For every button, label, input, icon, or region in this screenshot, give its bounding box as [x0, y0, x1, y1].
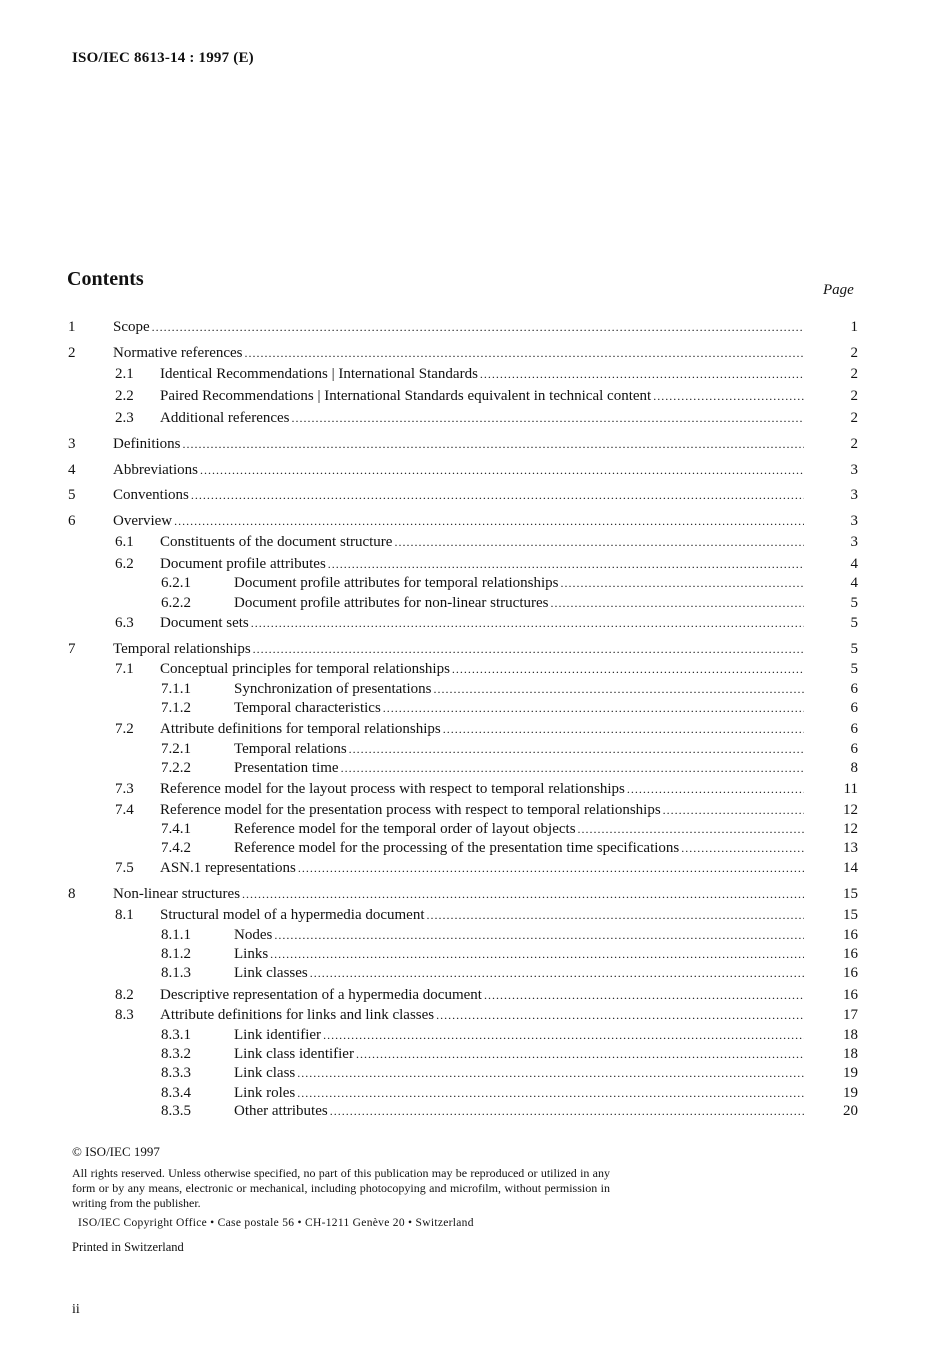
toc-entry-page: 1: [850, 319, 858, 335]
toc-entry[interactable]: [0, 364, 950, 384]
toc-entry-title: Link classes: [234, 965, 308, 981]
toc-entry-number: 2: [68, 345, 76, 361]
toc-entry-page: 20: [843, 1103, 858, 1119]
toc-entry-number: 7.4.2: [161, 840, 191, 856]
dot-leader: [292, 408, 804, 428]
dot-leader: [245, 343, 804, 363]
toc-entry-page: 17: [843, 1007, 858, 1023]
toc-entry-title: Non-linear structures: [113, 886, 241, 902]
toc-entry-number: 8.3.1: [161, 1027, 191, 1043]
toc-entry[interactable]: [0, 659, 950, 679]
toc-entry-page: 2: [850, 410, 858, 426]
toc-entry-page: 19: [843, 1085, 858, 1101]
toc-entry-page: 16: [843, 927, 858, 943]
dot-leader: [394, 532, 804, 552]
dot-leader: [152, 317, 804, 337]
toc-entry-title: Document profile attributes: [160, 556, 326, 572]
toc-entry[interactable]: [0, 819, 950, 839]
toc-entry[interactable]: [0, 613, 950, 633]
toc-entry-number: 7.2.2: [161, 760, 191, 776]
toc-entry[interactable]: [0, 963, 950, 983]
toc-entry[interactable]: [0, 905, 950, 925]
dot-leader: [349, 739, 804, 759]
dot-leader: [627, 779, 804, 799]
toc-entry-number: 8.1: [115, 907, 134, 923]
toc-entry[interactable]: [0, 1005, 950, 1025]
toc-entry-page: 16: [843, 987, 858, 1003]
toc-entry-title: Abbreviations: [113, 462, 198, 478]
toc-entry-title: Document sets: [160, 615, 249, 631]
toc-entry-number: 1: [68, 319, 76, 335]
toc-entry-number: 6: [68, 513, 76, 529]
dot-leader: [174, 511, 804, 531]
toc-entry-number: 8.3.5: [161, 1103, 191, 1119]
toc-entry-title: Overview: [113, 513, 173, 529]
toc-entry-number: 8.2: [115, 987, 134, 1003]
toc-entry-number: 2.1: [115, 366, 134, 382]
toc-entry-page: 3: [850, 534, 858, 550]
toc-entry-title: Reference model for the layout process with respect to temporal relationships: [160, 781, 625, 797]
toc-entry-number: 6.2.2: [161, 595, 191, 611]
toc-entry-title: Paired Recommendations | International Standards equivalent in technical content: [160, 388, 652, 404]
toc-entry[interactable]: [0, 800, 950, 820]
toc-entry-number: 8.3.2: [161, 1046, 191, 1062]
toc-entry-number: 7.5: [115, 860, 134, 876]
toc-entry-page: 3: [850, 513, 858, 529]
dot-leader: [356, 1044, 804, 1064]
toc-entry-page: 13: [843, 840, 858, 856]
toc-entry-number: 8.1.3: [161, 965, 191, 981]
dot-leader: [323, 1025, 804, 1045]
dot-leader: [330, 1101, 804, 1121]
toc-entry[interactable]: [0, 698, 950, 718]
toc-entry[interactable]: [0, 386, 950, 406]
dot-leader: [663, 800, 804, 820]
toc-entry[interactable]: [0, 925, 950, 945]
toc-entry-title: Link class: [234, 1065, 296, 1081]
toc-entry-title: Temporal relationships: [113, 641, 251, 657]
toc-entry-number: 8.3.3: [161, 1065, 191, 1081]
dot-leader: [681, 838, 804, 858]
dot-leader: [253, 639, 804, 659]
toc-entry-page: 12: [843, 802, 858, 818]
toc-entry-page: 4: [850, 556, 858, 572]
toc-entry-title: ASN.1 representations: [160, 860, 296, 876]
toc-entry-title: Reference model for the presentation process with respect to temporal relationships: [160, 802, 661, 818]
dot-leader: [242, 884, 804, 904]
toc-entry-page: 15: [843, 886, 858, 902]
toc-entry-title: Other attributes: [234, 1103, 328, 1119]
toc-entry-title: Temporal relations: [234, 741, 347, 757]
dot-leader: [653, 386, 804, 406]
toc-entry[interactable]: [0, 1083, 950, 1103]
toc-entry-number: 6.2: [115, 556, 134, 572]
toc-entry-title: Synchronization of presentations: [234, 681, 432, 697]
dot-leader: [298, 858, 804, 878]
dot-leader: [452, 659, 804, 679]
toc-entry-title: Attribute definitions for temporal relationships: [160, 721, 441, 737]
toc-entry-number: 8.3.4: [161, 1085, 191, 1101]
toc-entry[interactable]: [0, 1025, 950, 1045]
toc-entry[interactable]: [0, 554, 950, 574]
toc-entry-title: Reference model for the temporal order of layout objects: [234, 821, 576, 837]
dot-leader: [270, 944, 804, 964]
copyright-notice: © ISO/IEC 1997: [72, 1144, 160, 1159]
toc-entry-number: 2.2: [115, 388, 134, 404]
toc-entry-page: 16: [843, 946, 858, 962]
dot-leader: [480, 364, 804, 384]
toc-entry-title: Scope: [113, 319, 150, 335]
dot-leader: [274, 925, 804, 945]
toc-entry-page: 6: [850, 681, 858, 697]
toc-entry[interactable]: [0, 1063, 950, 1083]
running-header: ISO/IEC 8613-14 : 1997 (E): [72, 50, 254, 66]
dot-leader: [251, 613, 804, 633]
toc-entry-number: 7.1.2: [161, 700, 191, 716]
toc-entry-number: 7.4: [115, 802, 134, 818]
toc-entry-page: 5: [850, 641, 858, 657]
toc-entry-number: 7.2.1: [161, 741, 191, 757]
toc-entry[interactable]: [0, 434, 950, 454]
toc-entry[interactable]: [0, 858, 950, 878]
dot-leader: [183, 434, 805, 454]
dot-leader: [341, 758, 804, 778]
dot-leader: [200, 460, 804, 480]
toc-entry[interactable]: [0, 719, 950, 739]
dot-leader: [328, 554, 804, 574]
toc-entry-number: 6.3: [115, 615, 134, 631]
toc-entry[interactable]: [0, 485, 950, 505]
toc-entry[interactable]: [0, 884, 950, 904]
toc-entry-page: 4: [850, 575, 858, 591]
dot-leader: [191, 485, 804, 505]
toc-entry[interactable]: [0, 593, 950, 613]
toc-entry[interactable]: [0, 679, 950, 699]
toc-entry-page: 14: [843, 860, 858, 876]
toc-entry-title: Conceptual principles for temporal relationships: [160, 661, 450, 677]
toc-entry[interactable]: [0, 1101, 950, 1121]
toc-entry[interactable]: [0, 1044, 950, 1064]
dot-leader: [436, 1005, 804, 1025]
dot-leader: [310, 963, 804, 983]
toc-entry[interactable]: [0, 985, 950, 1005]
dot-leader: [484, 985, 804, 1005]
toc-entry-title: Additional references: [160, 410, 290, 426]
toc-entry-number: 7: [68, 641, 76, 657]
toc-entry-title: Normative references: [113, 345, 243, 361]
toc-entry-title: Definitions: [113, 436, 181, 452]
toc-entry[interactable]: [0, 573, 950, 593]
page-column-label: Page: [823, 282, 854, 298]
toc-entry-number: 5: [68, 487, 76, 503]
toc-entry-title: Presentation time: [234, 760, 339, 776]
toc-entry-page: 5: [850, 615, 858, 631]
toc-entry-title: Link roles: [234, 1085, 296, 1101]
toc-entry-title: Attribute definitions for links and link classes: [160, 1007, 435, 1023]
toc-entry-number: 8: [68, 886, 76, 902]
toc-entry-title: Document profile attributes for temporal relationships: [234, 575, 559, 591]
toc-entry[interactable]: [0, 460, 950, 480]
toc-entry-number: 8.3: [115, 1007, 134, 1023]
toc-entry[interactable]: [0, 758, 950, 778]
toc-entry-number: 3: [68, 436, 76, 452]
dot-leader: [433, 679, 804, 699]
toc-entry-title: Link class identifier: [234, 1046, 354, 1062]
printed-in: Printed in Switzerland: [72, 1240, 184, 1254]
toc-entry-page: 15: [843, 907, 858, 923]
toc-entry-page: 2: [850, 366, 858, 382]
toc-entry[interactable]: [0, 408, 950, 428]
toc-entry-number: 7.1.1: [161, 681, 191, 697]
toc-entry[interactable]: [0, 838, 950, 858]
toc-entry-title: Constituents of the document structure: [160, 534, 393, 550]
toc-entry-page: 6: [850, 721, 858, 737]
toc-entry[interactable]: [0, 639, 950, 659]
toc-entry-title: Conventions: [113, 487, 189, 503]
contents-title: Contents: [67, 268, 144, 290]
toc-entry-page: 11: [843, 781, 858, 797]
dot-leader: [443, 719, 804, 739]
copyright-office-address: ISO/IEC Copyright Office • Case postale 56 • CH-1211 Genève 20 • Switzerland: [78, 1217, 474, 1229]
toc-entry-page: 12: [843, 821, 858, 837]
toc-entry[interactable]: [0, 944, 950, 964]
dot-leader: [297, 1083, 804, 1103]
toc-entry-title: Link identifier: [234, 1027, 322, 1043]
toc-entry-page: 5: [850, 661, 858, 677]
toc-entry-page: 3: [850, 462, 858, 478]
toc-entry[interactable]: [0, 343, 950, 363]
toc-entry-page: 5: [850, 595, 858, 611]
toc-entry-number: 4: [68, 462, 76, 478]
toc-entry-page: 18: [843, 1046, 858, 1062]
toc-entry-page: 2: [850, 388, 858, 404]
toc-entry-number: 7.3: [115, 781, 134, 797]
toc-entry-title: Structural model of a hypermedia document: [160, 907, 425, 923]
dot-leader: [427, 905, 805, 925]
toc-entry-title: Nodes: [234, 927, 273, 943]
dot-leader: [383, 698, 804, 718]
toc-entry[interactable]: [0, 779, 950, 799]
dot-leader: [578, 819, 804, 839]
dot-leader: [561, 573, 805, 593]
dot-leader: [550, 593, 804, 613]
toc-entry[interactable]: [0, 317, 950, 337]
toc-entry-title: Temporal characteristics: [234, 700, 381, 716]
toc-entry-title: Reference model for the processing of the presentation time specifications: [234, 840, 680, 856]
toc-entry-number: 8.1.1: [161, 927, 191, 943]
toc-entry-title: Links: [234, 946, 269, 962]
toc-entry-page: 6: [850, 741, 858, 757]
toc-entry[interactable]: [0, 511, 950, 531]
toc-entry-page: 2: [850, 345, 858, 361]
toc-entry-number: 7.4.1: [161, 821, 191, 837]
toc-entry-number: 8.1.2: [161, 946, 191, 962]
toc-entry-page: 18: [843, 1027, 858, 1043]
toc-entry-title: Descriptive representation of a hypermedia document: [160, 987, 482, 1003]
toc-entry-number: 6.2.1: [161, 575, 191, 591]
page-number: ii: [72, 1302, 80, 1317]
toc-entry-page: 3: [850, 487, 858, 503]
toc-entry[interactable]: [0, 532, 950, 552]
toc-entry-title: Identical Recommendations | International Standards: [160, 366, 478, 382]
toc-entry-number: 2.3: [115, 410, 134, 426]
toc-entry-page: 2: [850, 436, 858, 452]
toc-entry-page: 8: [850, 760, 858, 776]
toc-entry-page: 16: [843, 965, 858, 981]
toc-entry-page: 19: [843, 1065, 858, 1081]
toc-entry-number: 6.1: [115, 534, 134, 550]
toc-entry-number: 7.1: [115, 661, 134, 677]
toc-entry-title: Document profile attributes for non-linear structures: [234, 595, 549, 611]
toc-entry[interactable]: [0, 739, 950, 759]
toc-entry-number: 7.2: [115, 721, 134, 737]
rights-statement: All rights reserved. Unless otherwise specified, no part of this publication may be reproduced or utilized in any form or by any means, electronic or mechanical, including photocopying and microfilm, without permission in writing from the publisher.: [72, 1166, 610, 1210]
dot-leader: [297, 1063, 804, 1083]
toc-entry-page: 6: [850, 700, 858, 716]
